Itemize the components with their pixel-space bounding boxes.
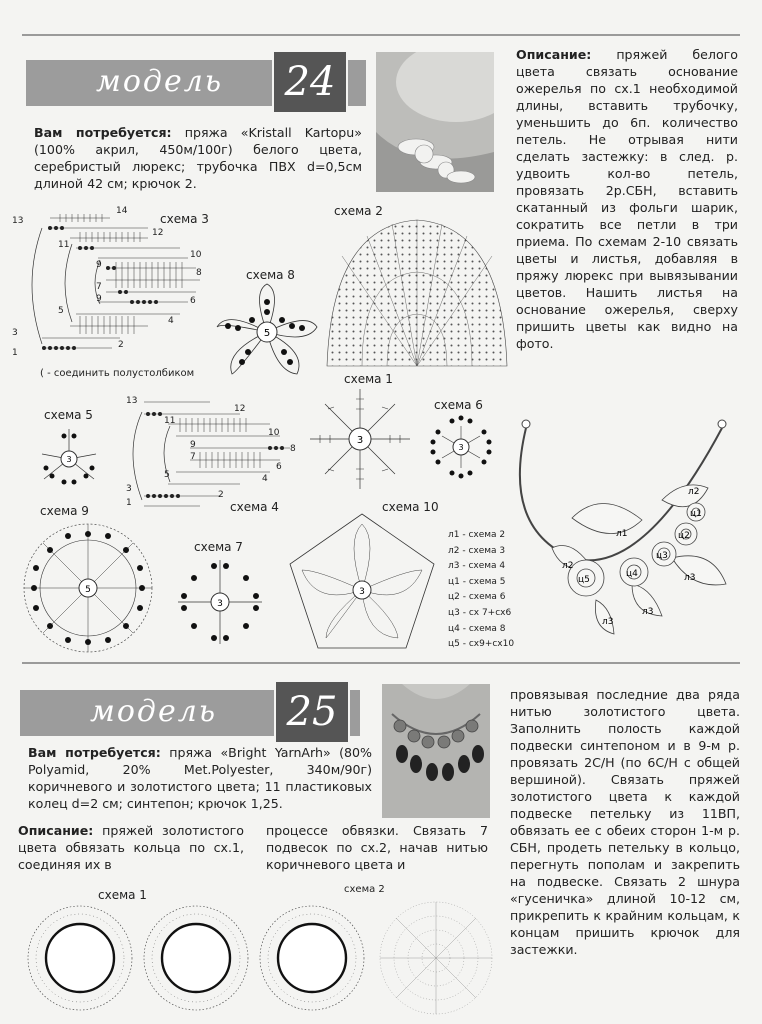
model25-desc-col2: процессе обвязки. Связать 7 подвесок по сх.2, начав нитью коричневого цвета и [266, 823, 488, 872]
scheme3-row-number: 4 [168, 316, 174, 326]
model25-desc-col1-text: пряжей золотистого цвета обвязать кольца по сх.1, соединяя их в [18, 823, 244, 872]
scheme4-row-number: 7 [190, 452, 196, 462]
scheme3-row-number: 9 [96, 294, 102, 304]
model25-photo [382, 684, 490, 818]
svg-text:3: 3 [66, 455, 72, 464]
scheme8-label: схема 8 [246, 268, 295, 282]
model25-banner-word: модель [90, 694, 218, 729]
model24-banner-word: модель [96, 64, 224, 99]
scheme4-row-number: 3 [126, 484, 132, 494]
svg-text:5: 5 [263, 328, 271, 339]
assembly-label: л3 [642, 607, 654, 617]
m25-scheme2-diagram [366, 896, 504, 1020]
legend-item: ц2 - схема 6 [448, 592, 506, 603]
model24-desc-label: Описание: [516, 47, 592, 62]
scheme3-row-number: 3 [12, 328, 18, 338]
section-divider [22, 662, 740, 664]
model24-description [516, 46, 738, 352]
legend-item: л2 - схема 3 [448, 545, 506, 556]
scheme3-row-number: 1 [12, 348, 18, 358]
svg-text:3: 3 [217, 599, 223, 609]
scheme10-label: схема 10 [382, 500, 439, 514]
scheme4-row-number: 2 [218, 490, 224, 500]
model25-needs-text: пряжа «Bright YarnArh» (80% Polyamid, 20% Met.Polyester, 340м/90г) коричневого и золотистого цвета; 11 пластиковых колец d=2 см; синтепон; крючок 1,25. [28, 745, 372, 811]
model25-desc-label: Описание: [18, 823, 94, 838]
m25-scheme1-label: схема 1 [98, 888, 147, 902]
model25-needs [28, 744, 372, 812]
assembly-label: ц5 [578, 575, 590, 585]
m25-scheme1-diagram [20, 902, 372, 1018]
scheme6-diagram [426, 412, 496, 482]
assembly-label: ц4 [626, 569, 638, 579]
model25-needs-label: Вам потребуется: [28, 745, 161, 760]
assembly-label: л2 [562, 561, 574, 571]
scheme3-row-number: 14 [116, 206, 128, 216]
model24-photo [376, 52, 494, 192]
scheme4-row-number: 10 [268, 428, 280, 438]
scheme10-diagram [286, 510, 438, 652]
scheme3-row-number: 12 [152, 228, 164, 238]
scheme3-row-number: 13 [12, 216, 24, 226]
scheme3-row-number: 6 [190, 296, 196, 306]
scheme7-diagram [170, 556, 270, 648]
legend-item: л1 - схема 2 [448, 530, 506, 540]
model24-number: 24 [272, 50, 348, 114]
scheme1-diagram [300, 384, 420, 494]
scheme5-diagram [34, 424, 104, 494]
scheme4-row-number: 13 [126, 396, 138, 406]
necklace-assembly-diagram [512, 408, 742, 658]
scheme3-row-number: 11 [58, 240, 70, 250]
model24-needs-label: Вам потребуется: [34, 125, 172, 140]
scheme4-row-number: 12 [234, 404, 246, 414]
slip-stitch-note: ( - соединить полустолбиком [40, 368, 195, 379]
scheme3-row-number: 8 [196, 268, 202, 278]
scheme4-row-number: 8 [290, 444, 296, 454]
legend-item: ц3 - сх 7+сх6 [448, 607, 512, 618]
model24-banner [26, 60, 366, 106]
assembly-label: л3 [602, 617, 614, 627]
model24-needs [34, 124, 362, 192]
scheme4-row-number: 4 [262, 474, 268, 484]
scheme3-row-number: 7 [96, 282, 102, 292]
scheme5-label: схема 5 [44, 408, 93, 422]
scheme4-row-number: 6 [276, 462, 282, 472]
scheme3-label: схема 3 [160, 212, 209, 226]
scheme4-label: схема 4 [230, 500, 279, 514]
scheme3-row-number: 9 [96, 260, 102, 270]
svg-text:3: 3 [359, 587, 365, 597]
scheme4-row-number: 11 [164, 416, 176, 426]
model25-desc-col3: провязывая последние два ряда нитью золотистого цвета. Заполнить полость каждой подвески синтепоном и в 9-м р. провязать 2С/Н (по 6С/Н с общей вершиной). Связать пряжей золотистого цвета к каждой подвеске петельку из 11ВП, обвязать ее с обеих сторон 1-м р. СБН, продеть петельку в кольцо, перегнуть пополам и закрепить на подвеске. Связать 2 шнура «гусеничка» длиной 10-12 см, прикрепить к крайним кольцам, к концам пришить крючок для застежки. [510, 687, 740, 957]
scheme9-label: схема 9 [40, 504, 89, 518]
assembly-label: ц2 [678, 531, 690, 541]
scheme4-row-number: 1 [126, 498, 132, 508]
svg-text:3: 3 [458, 443, 464, 452]
scheme6-label: схема 6 [434, 398, 483, 412]
model25-number: 25 [274, 680, 350, 744]
scheme3-row-number: 10 [190, 250, 202, 260]
model25-desc-col1 [18, 822, 244, 873]
scheme4-diagram [120, 392, 300, 512]
scheme4-row-number: 9 [190, 440, 196, 450]
m25-scheme2-label: схема 2 [344, 884, 385, 895]
scheme7-label: схема 7 [194, 540, 243, 554]
assembly-label: л2 [688, 487, 700, 497]
assembly-label: ц1 [690, 509, 702, 519]
legend-item: ц4 - схема 8 [448, 623, 506, 634]
model24-needs-text: пряжа «Kristall Kartopu» (100% акрил, 450м/100г) белого цвета, серебристый люрекс; трубочка ПВХ d=0,5см длиной 42 см; крючок 2. [34, 125, 362, 191]
assembly-label: л1 [616, 529, 628, 539]
assembly-label: ц3 [656, 551, 668, 561]
scheme4-row-number: 5 [164, 470, 170, 480]
scheme2-label: схема 2 [334, 204, 383, 218]
scheme-legend [448, 528, 514, 653]
assembly-label: л3 [684, 573, 696, 583]
legend-item: ц5 - сх9+сх10 [448, 639, 515, 650]
top-rule [22, 34, 740, 36]
model25-banner [20, 690, 360, 736]
scheme3-row-number: 2 [118, 340, 124, 350]
scheme1-label: схема 1 [344, 372, 393, 386]
scheme3-row-number: 5 [58, 306, 64, 316]
scheme9-diagram [20, 520, 156, 656]
scheme8-diagram [212, 282, 322, 382]
legend-item: л3 - схема 4 [448, 561, 506, 572]
model24-desc-text: пряжей белого цвета связать основание ожерелья по сх.1 необходимой длины, вставить трубочку, уменьшить до 6п. количество петель. Не отрывая нити сделать застежку: в след. р. удвоить кол-во петель, провязать 2р.СБН, вставить скатанный из фольги шарик, сократить все петли в три приема. По схемам 2-10 связать цветы и листья, добавляя в пряжу люрекс при вывязывании цветов. Нашить листья на основание ожерелья, сверху пришить цветы как видно на фото. [516, 47, 738, 351]
svg-text:3: 3 [356, 435, 364, 446]
svg-text:5: 5 [85, 585, 91, 595]
scheme2-diagram [322, 216, 512, 376]
legend-item: ц1 - схема 5 [448, 576, 506, 587]
